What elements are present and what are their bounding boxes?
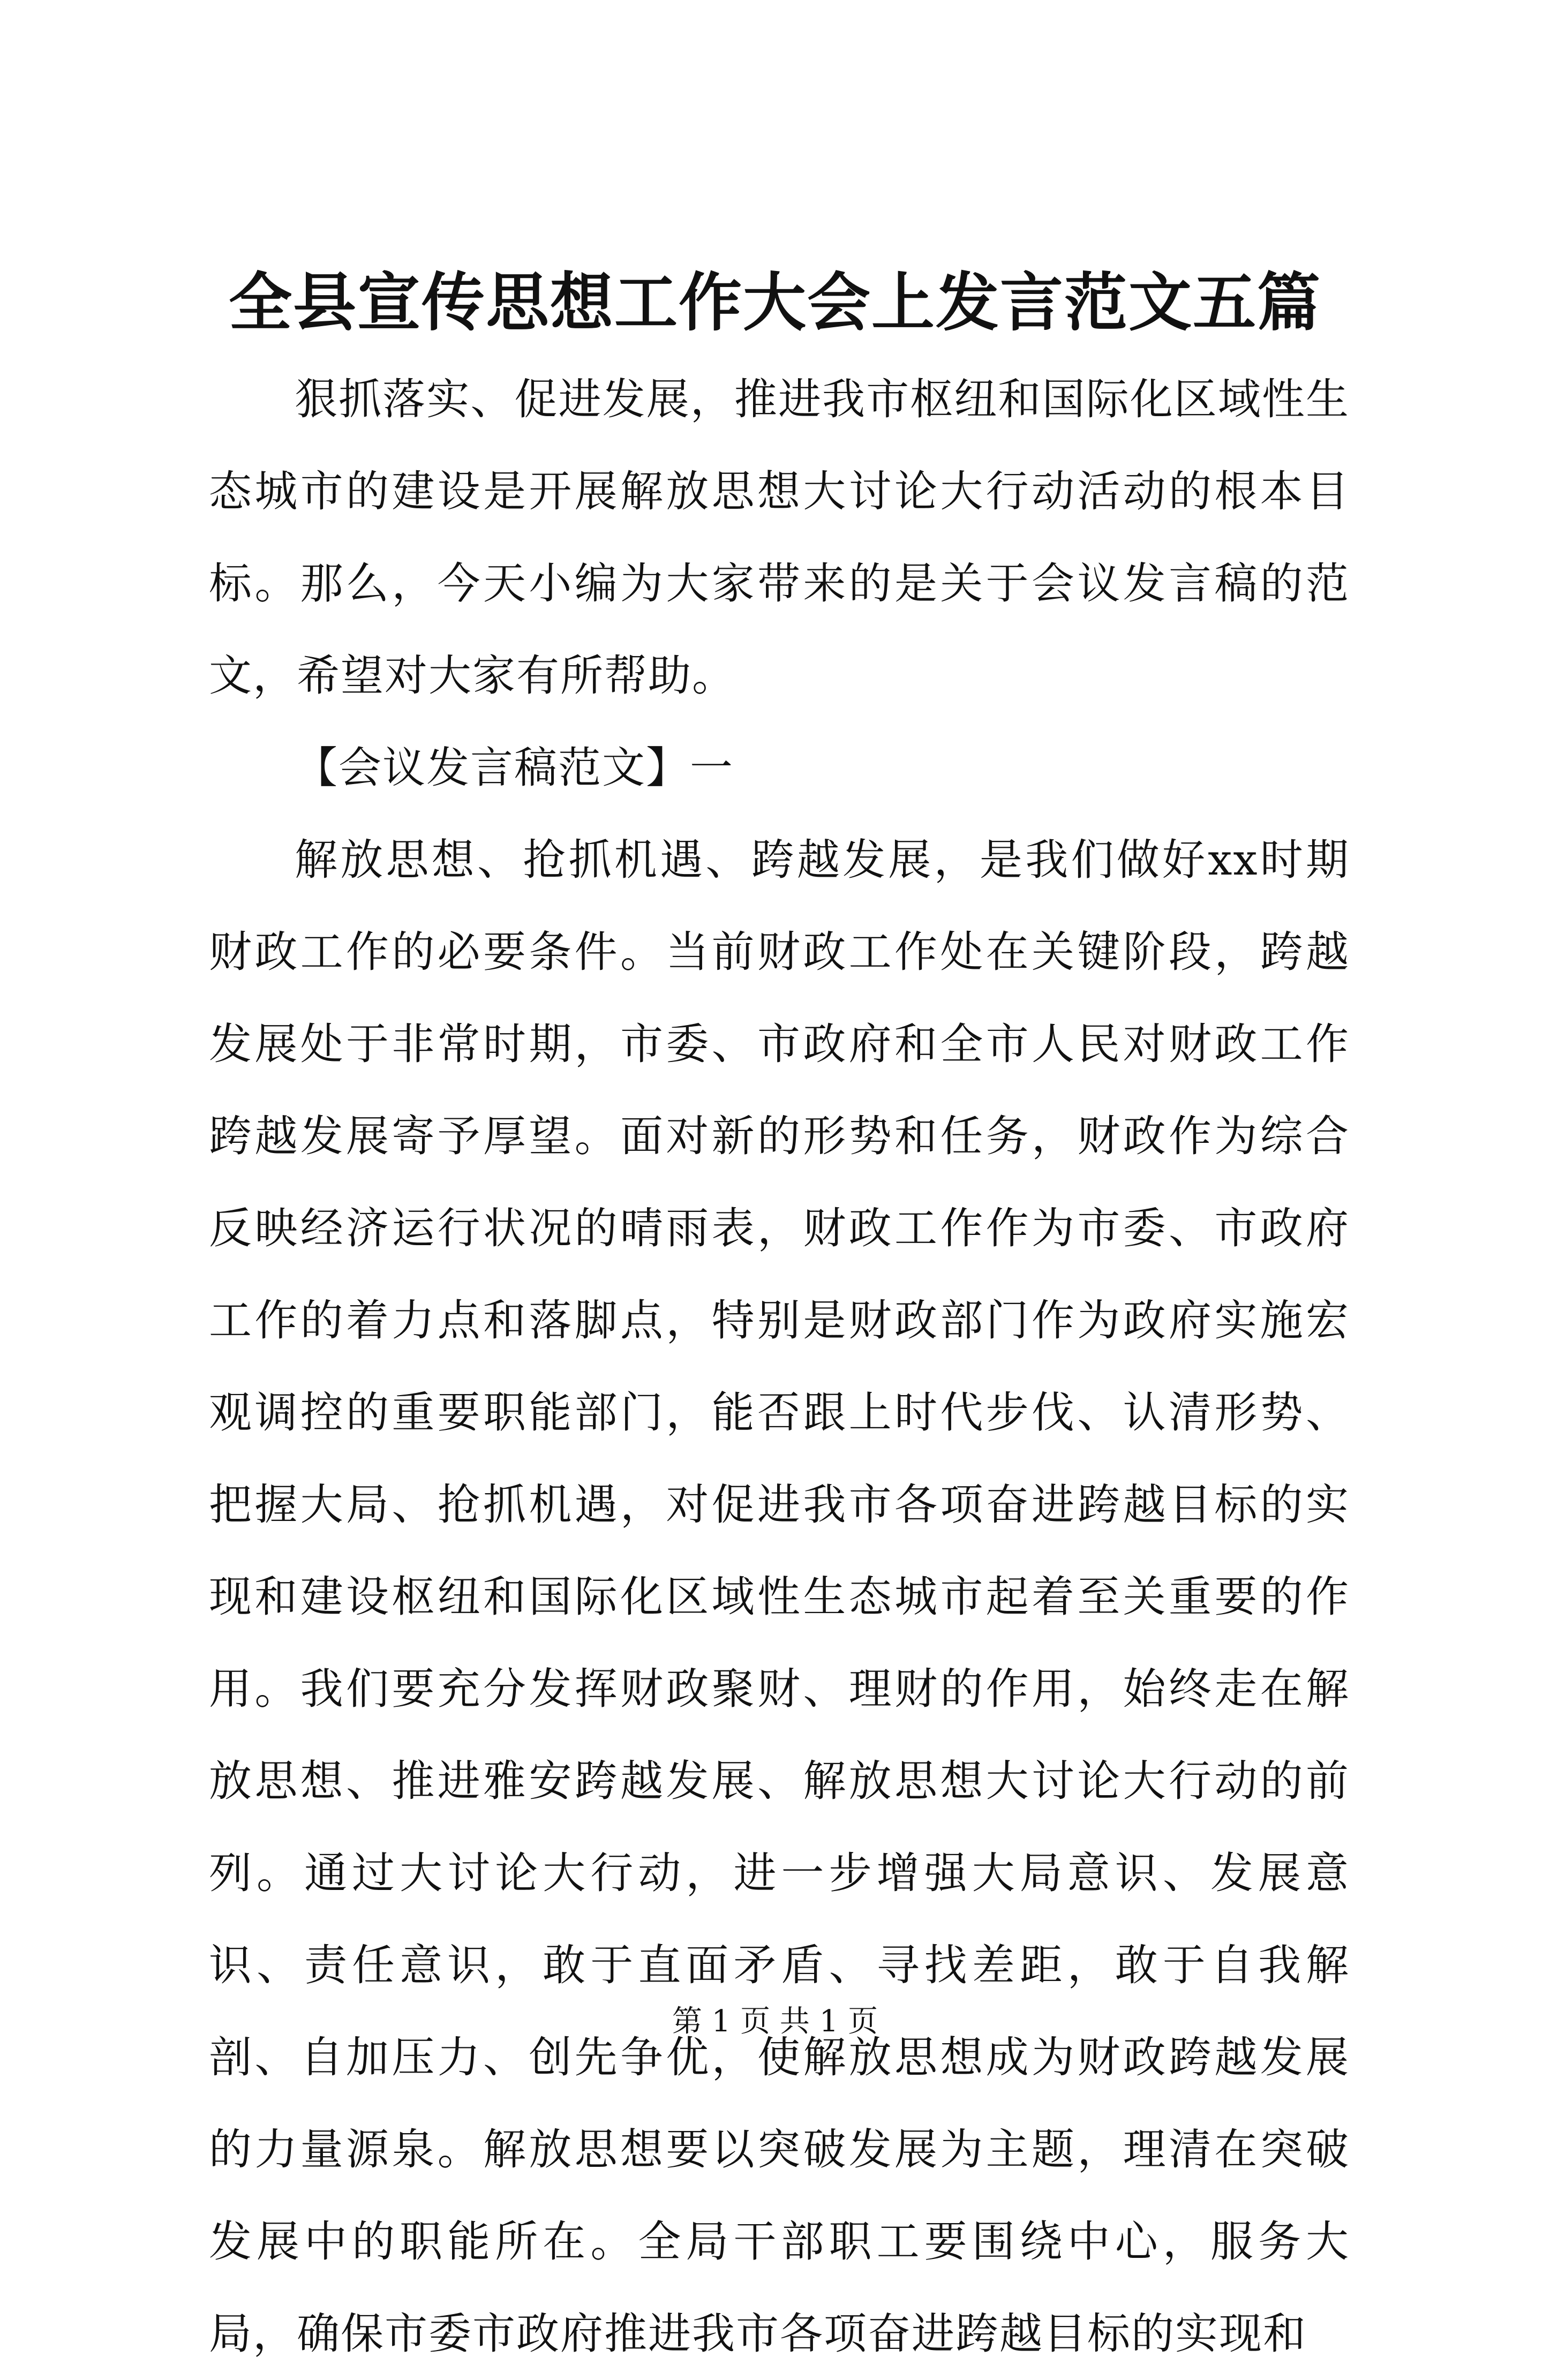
section-heading: 【会议发言稿范文】一 <box>295 743 734 793</box>
page-footer: 第 1 页 共 1 页 <box>672 2004 878 2039</box>
intro-paragraph: 狠抓落实、促进发展，推进我市枢纽和国际化区域性生态城市的建设是开展解放思想大讨论大行动活动的根本目标。那么，今天小编为大家带来的是关于会议发言稿的范文，希望对大家有所帮助。 <box>209 374 1350 701</box>
document-body <box>209 353 1350 2380</box>
document-title: 全县宣传思想工作大会上发言范文五篇 <box>228 265 1321 340</box>
body-paragraph: 解放思想、抢抓机遇、跨越发展，是我们做好xx时期财政工作的必要条件。当前财政工作处在关键阶段，跨越发展处于非常时期，市委、市政府和全市人民对财政工作跨越发展寄予厚望。面对新的形势和任务，财政作为综合反映经济运行状况的晴雨表，财政工作作为市委、市政府工作的着力点和落脚点，特别是财政部门作为政府实施宏观调控的重要职能部门，能否跟上时代步伐、认清形势、把握大局、抢抓机遇，对促进我市各项奋进跨越目标的实现和建设枢纽和国际化区域性生态城市起着至关重要的作用。我们要充分发挥财政聚财、理财的作用，始终走在解放思想、推进雅安跨越发展、解放思想大讨论大行动的前列。通过大讨论大行动，进一步增强大局意识、发展意识、责任意识，敢于直面矛盾、寻找差距，敢于自我解剖、自加压力、创先争优，使解放思想成为财政跨越发展的力量源泉。解放思想要以突破发展为主题，理清在突破发展中的职能所在。全局干部职工要围绕中心，服务大局，确保市委市政府推进我市各项奋进跨越目标的实现和 <box>209 835 1350 2359</box>
